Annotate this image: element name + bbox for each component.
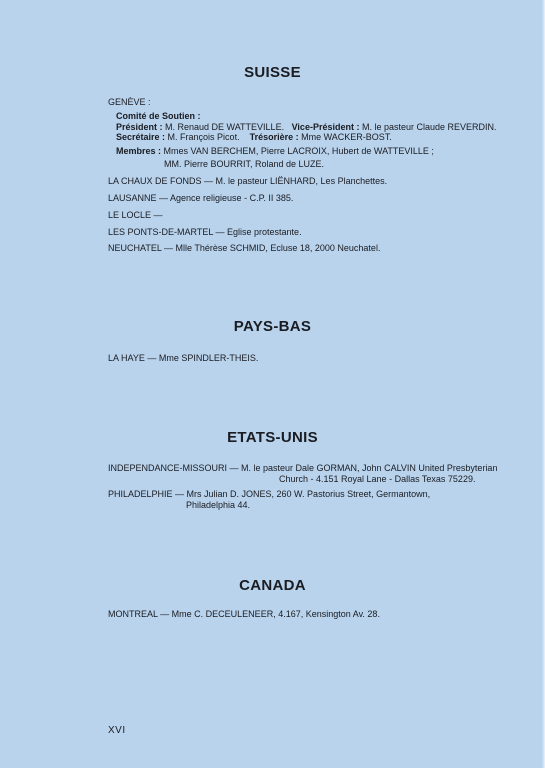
section-title-canada: CANADA: [239, 577, 306, 594]
vice-president-name: M. le pasteur Claude REVERDIN.: [361, 122, 497, 132]
secretaire-name: M. François Picot.: [167, 132, 240, 142]
tresoriere-name: Mme WACKER-BOST.: [301, 132, 392, 142]
membres-line-1: [116, 146, 434, 157]
membres-label: Membres :: [116, 146, 162, 156]
entry-le-locle: LE LOCLE —: [108, 210, 163, 220]
entry-independance-line-2: Church - 4.151 Royal Lane - Dallas Texas 75229.: [279, 474, 476, 484]
geneve-heading: GENÈVE :: [108, 97, 151, 107]
entry-philadelphie-line-1: PHILADELPHIE — Mrs Julian D. JONES, 260 W. Pastorius Street, Germantown,: [108, 489, 431, 499]
secretaire-label: Secrétaire :: [116, 132, 166, 142]
vice-president-label: Vice-Président :: [291, 122, 360, 132]
president-label: Président :: [116, 122, 163, 132]
membres-names-1: Mmes VAN BERCHEM, Pierre LACROIX, Hubert de WATTEVILLE ;: [163, 146, 434, 156]
membres-line-2: MM. Pierre BOURRIT, Roland de LUZE.: [164, 159, 325, 169]
section-title-suisse: SUISSE: [244, 64, 301, 81]
entry-independance-line-1: INDEPENDANCE-MISSOURI — M. le pasteur Dale GORMAN, John CALVIN United Presbyterian: [108, 463, 498, 473]
entry-ponts-de-martel: LES PONTS-DE-MARTEL — Eglise protestante.: [108, 227, 302, 237]
president-name: M. Renaud DE WATTEVILLE.: [165, 122, 285, 132]
section-title-pays-bas: PAYS-BAS: [233, 318, 312, 335]
entry-lausanne: LAUSANNE — Agence religieuse - C.P. II 385.: [108, 193, 294, 203]
entry-philadelphie-line-2: Philadelphia 44.: [186, 500, 251, 510]
section-title-etats-unis: ETATS-UNIS: [227, 429, 318, 446]
tresoriere-label: Trésorière :: [249, 132, 299, 142]
secretaire-line: [116, 132, 392, 143]
page-number: XVI: [108, 725, 126, 736]
entry-chaux-de-fonds: LA CHAUX DE FONDS — M. le pasteur LIËNHARD, Les Planchettes.: [108, 176, 388, 186]
comite-heading: Comité de Soutien :: [116, 111, 201, 121]
entry-neuchatel: NEUCHATEL — Mlle Thérèse SCHMID, Ecluse 18, 2000 Neuchatel.: [108, 243, 381, 253]
entry-montreal: MONTREAL — Mme C. DECEULENEER, 4.167, Kensington Av. 28.: [108, 609, 380, 619]
entry-la-haye: LA HAYE — Mme SPINDLER-THEIS.: [108, 353, 259, 363]
